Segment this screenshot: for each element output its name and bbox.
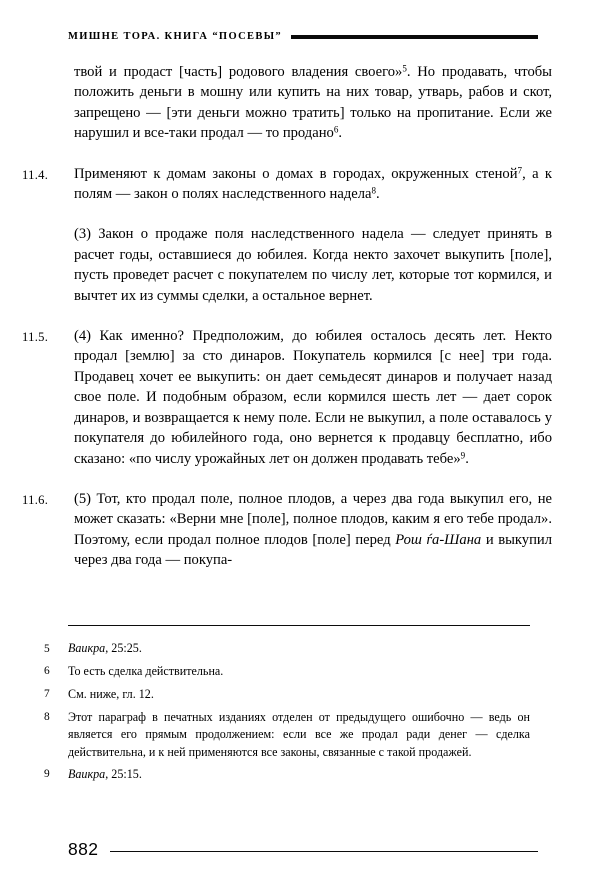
paragraph-text-wrapper <box>74 164 552 205</box>
paragraph-block <box>22 489 552 571</box>
page-number: 882 <box>68 838 99 859</box>
footnote-separator-rule <box>68 625 530 626</box>
footnote-item <box>44 709 544 761</box>
folio <box>68 838 538 860</box>
section-number <box>22 224 74 225</box>
footnote-number: 5 <box>44 642 50 655</box>
paragraph-block <box>22 224 552 306</box>
footnote-item <box>44 663 544 681</box>
footnote-text: См. ниже, гл. 12. <box>68 686 154 701</box>
footnote-text: Ваикра, 25:25. <box>68 641 142 655</box>
paragraph-text-wrapper <box>74 326 552 469</box>
paragraph-gap <box>22 306 552 326</box>
footnote-text: То есть сделка действительна. <box>68 663 224 678</box>
running-head-title: МИШНЕ ТОРА. КНИГА “ПОСЕВЫ” <box>68 30 282 42</box>
section-number: 11.5. <box>22 330 49 345</box>
paragraph-text: Применяют к домам законы о домах в городах, окруженных стеной$^7$, а к полям — закон о полях наследственного надела$^8$. <box>74 164 553 203</box>
paragraph-gap <box>22 469 552 489</box>
paragraph-block <box>22 164 552 205</box>
folio-rule <box>110 851 538 852</box>
section-number: 11.6. <box>22 492 49 507</box>
footnote-item <box>44 686 544 704</box>
paragraph-text: (3) Закон о продаже поля наследственного надела — следует принять в расчет годы, оставшиеся до юбилея. Когда некто захочет выкупить [поле], пусть проведет расчет с покупателем по числу лет, которые тот кормился, и вычтет их из суммы сделки, а остальное вернет. <box>74 226 552 304</box>
footnote-text: Этот параграф в печатных изданиях отделен от предыдущего ошибочно — ведь он является его прямым продолжением: если все же продал ради денег — сделка действительна, и к ней применяются все законы, связанные с такой продажей. <box>68 709 530 759</box>
paragraph-block <box>22 326 552 469</box>
footnote-number: 9 <box>44 768 50 781</box>
paragraph-block <box>22 62 552 144</box>
section-number <box>22 62 74 63</box>
paragraph-text-wrapper <box>74 62 552 144</box>
paragraph-text-wrapper <box>74 489 552 571</box>
running-head-rule <box>291 35 538 39</box>
paragraph-text-wrapper <box>74 224 552 306</box>
paragraph-gap <box>22 204 552 224</box>
footnote-list <box>44 640 544 789</box>
footnote-item <box>44 640 544 658</box>
section-number: 11.4. <box>22 167 49 182</box>
running-head <box>68 26 538 46</box>
body-text-area <box>22 62 552 571</box>
footnote-number: 8 <box>44 711 50 724</box>
paragraph-text: (5) Тот, кто продал поле, полное плодов, а через два года выкупил его, не может сказать: «Верни мне [поле], полное плодов, каким я его тебе продал». Поэтому, если продал полное плодов [поле] перед Рош ѓа-Шана и выкупил через два года — покупа- <box>74 490 552 569</box>
paragraph-text: (4) Как именно? Предположим, до юбилея осталось десять лет. Некто продал [землю] за сто динаров. Покупатель кормился [с нее] три года. Продавец хочет ее выкупить: он дает семьдесят динаров и получает назад свое поле. И подобным образом, если кормился шесть лет — дает сорок динаров, и возвращается к нему поле. Если не выкупил, а поле оставалось у покупателя до юбилейного года, оно вернется к продавцу бесплатно, ибо сказано: «по числу урожайных лет он должен продавать тебе»$^9$. <box>74 328 552 467</box>
footnote-item <box>44 766 544 784</box>
paragraph-text: твой и продаст [часть] родового владения своего»$^5$. Но продавать, чтобы положить деньги в мошну или купить на них товар, утварь, рабов и скот, запрещено — [эти деньги можно тратить] только на пропитание. Если же нарушил и все-таки продал — то продано$^6$. <box>74 63 552 142</box>
footnote-text: Ваикра, 25:15. <box>68 766 142 781</box>
paragraph-gap <box>22 144 552 164</box>
footnote-number: 7 <box>44 688 50 701</box>
footnote-number: 6 <box>44 665 50 678</box>
